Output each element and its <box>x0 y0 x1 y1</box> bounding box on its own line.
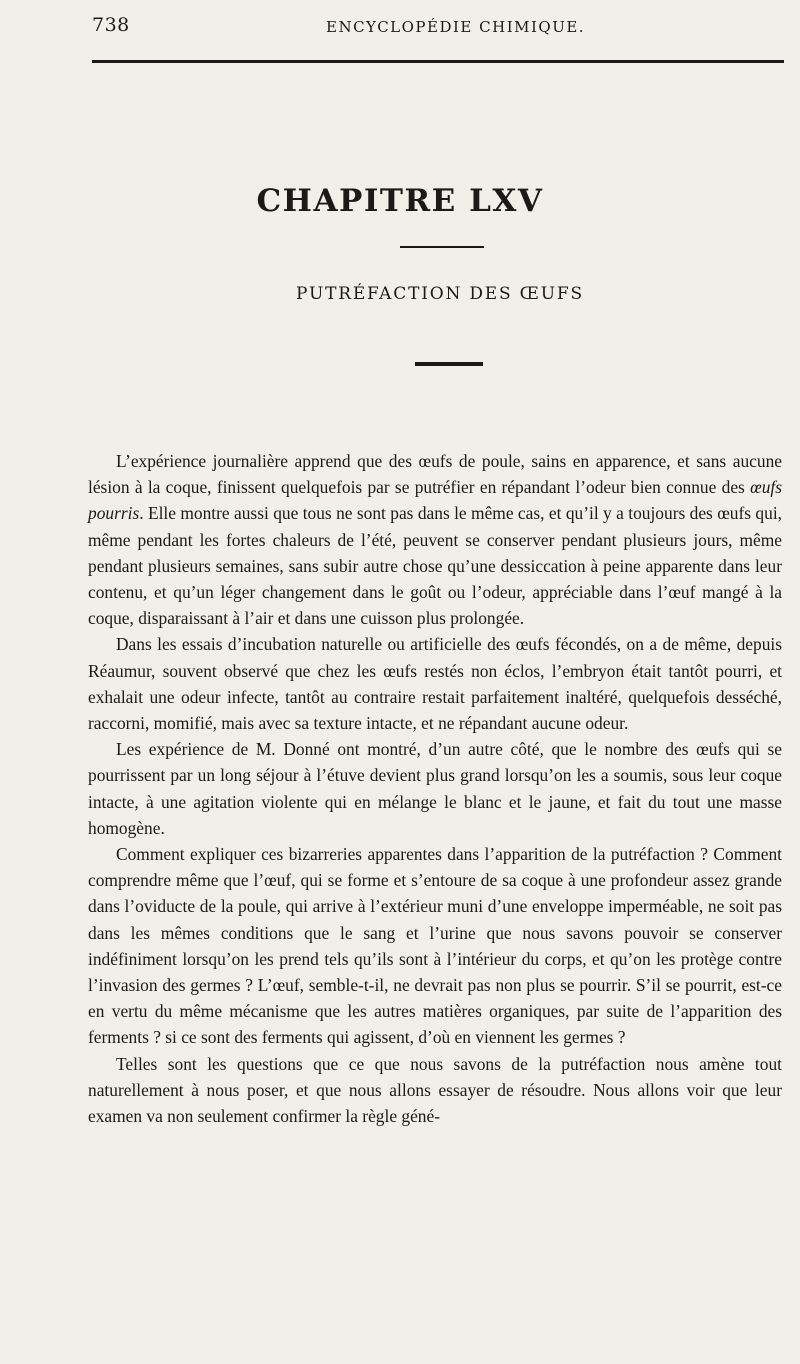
paragraph: Comment expliquer ces bizarreries apparentes dans l’apparition de la putréfaction ? Comment comprendre même que l’œuf, qui se forme et s’entoure de sa coque à une profondeur assez grande dans l’oviducte de la poule, qui arrive à l’extérieur muni d’une enveloppe imperméable, ne soit pas dans les mêmes conditions que le sang et l’urine que nous savons pouvoir se conserver indéfiniment lorsqu’on les prend tels qu’ils sont à l’intérieur du corps, et qu’on les protège contre l’invasion des germes ? L’œuf, semble-t-il, ne devrait pas non plus se pourrir. S’il se pourrit, est-ce en vertu du même mécanisme que les autres matières organiques, par suite de l’apparition des ferments ? si ce sont des ferments qui agissent, d’où en viennent les germes ? <box>88 844 782 1048</box>
paragraph: Dans les essais d’incubation naturelle ou artificielle des œufs fécondés, on a de même, depuis Réaumur, souvent observé que chez les œufs restés non éclos, l’embryon était tantôt pourri, et exhalait une odeur infecte, tantôt au contraire restait parfaitement inaltéré, quelquefois desséché, raccorni, momifié, mais avec sa texture intacte, et ne répandant aucune odeur. <box>88 634 782 734</box>
paragraph: Les expérience de M. Donné ont montré, d’un autre côté, que le nombre des œufs qui se pourrissent par un long séjour à l’étuve devient plus grand lorsqu’on les a soumis, sous leur coque intacte, à une agitation violente qui en mélange le blanc et le jaune, et fait du tout une masse homogène. <box>88 739 782 838</box>
paragraph <box>88 448 782 631</box>
paragraph: Telles sont les questions que ce que nous savons de la putréfaction nous amène tout naturellement à nous poser, et que nous allons essayer de résoudre. Nous allons voir que leur examen va non seulement confirmer la règle géné- <box>88 1053 782 1127</box>
paragraph-text: . Elle montre aussi que tous ne sont pas dans le même cas, et qu’il y a toujours des œufs qui, même pendant les fortes chaleurs de l’été, peuvent se conserver pendant plusieurs jours, même pendant plusieurs semaines, sans subir autre chose qu’une dessiccation à peine apparente dans leur contenu, et qu’un léger changement dans le goût ou l’odeur, appréciable dans l’œuf mangé à la coque, disparaissant à l’air et dans une cuisson plus prolongée. <box>88 503 782 629</box>
section-divider <box>415 362 483 366</box>
header-rule <box>92 60 784 63</box>
body-text <box>88 448 782 1129</box>
chapter-subtitle: PUTRÉFACTION DES ŒUFS <box>296 284 584 304</box>
running-head: ENCYCLOPÉDIE CHIMIQUE. <box>326 18 586 36</box>
title-divider <box>400 246 484 248</box>
italic-term: œufs pourris <box>88 477 782 524</box>
paragraph-text: L’expérience journalière apprend que des œufs de poule, sains en apparence, et sans aucune lésion à la coque, finissent quelquefois par se putréfier en répandant l’odeur bien connue des <box>88 451 782 498</box>
chapter-title: CHAPITRE LXV <box>256 183 544 219</box>
page-number: 738 <box>92 14 130 36</box>
